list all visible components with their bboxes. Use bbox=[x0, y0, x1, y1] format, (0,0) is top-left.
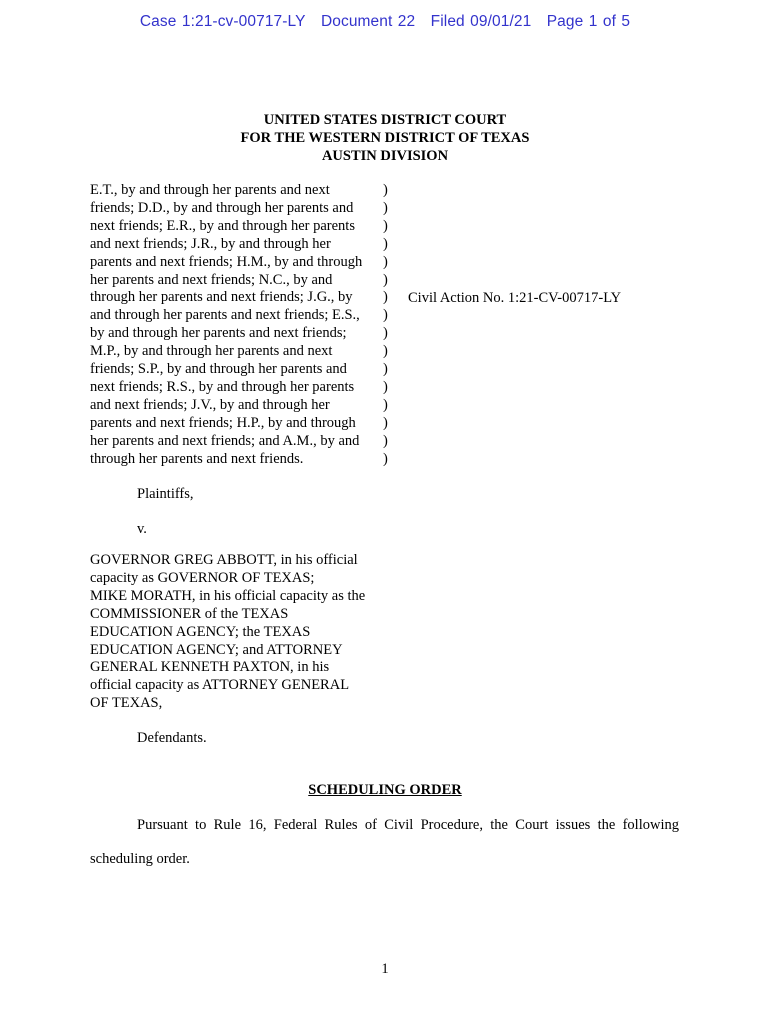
paren: ) bbox=[383, 289, 388, 306]
plaintiffs-label: Plaintiffs, bbox=[137, 486, 194, 502]
order-title: SCHEDULING ORDER bbox=[308, 782, 462, 798]
plaintiffs-line: friends; D.D., by and through her parents and bbox=[90, 199, 354, 216]
defendants-label: Defendants. bbox=[137, 730, 207, 746]
paren: ) bbox=[383, 432, 388, 449]
page-number: 1 bbox=[381, 961, 389, 977]
court-line: AUSTIN DIVISION bbox=[321, 148, 449, 164]
paren: ) bbox=[383, 396, 388, 413]
header-page-count: Page 1 of 5 bbox=[546, 13, 631, 30]
paren: ) bbox=[383, 217, 388, 234]
civil-action-number: Civil Action No. 1:21-CV-00717-LY bbox=[408, 290, 622, 306]
court-line: UNITED STATES DISTRICT COURT bbox=[263, 112, 507, 128]
defendants-block bbox=[90, 552, 390, 713]
paren: ) bbox=[383, 271, 388, 288]
plaintiffs-line: friends; S.P., by and through her parents and bbox=[90, 361, 347, 378]
plaintiffs-line: and next friends; J.R., by and through her bbox=[90, 235, 331, 252]
plaintiffs-line: her parents and next friends; and A.M., by and bbox=[90, 432, 360, 449]
plaintiffs-line: through her parents and next friends; J.G., by bbox=[90, 289, 353, 306]
defendants-line: OF TEXAS, bbox=[90, 695, 163, 712]
defendants-line: COMMISSIONER of the TEXAS bbox=[90, 605, 289, 622]
plaintiffs-line: next friends; E.R., by and through her parents bbox=[90, 217, 355, 234]
caption-parentheses bbox=[383, 182, 395, 469]
plaintiffs-line: E.T., by and through her parents and next bbox=[90, 182, 330, 198]
defendants-line: EDUCATION AGENCY; and ATTORNEY bbox=[90, 641, 343, 658]
paren: ) bbox=[383, 414, 388, 431]
plaintiffs-line: next friends; R.S., by and through her parents bbox=[90, 378, 355, 395]
plaintiffs-block bbox=[90, 182, 390, 469]
plaintiffs-line: her parents and next friends; N.C., by and bbox=[90, 271, 333, 288]
paren: ) bbox=[383, 450, 388, 467]
plaintiffs-line: parents and next friends; H.P., by and through bbox=[90, 414, 356, 431]
court-caption bbox=[0, 111, 770, 165]
ecf-header bbox=[0, 13, 770, 31]
paren: ) bbox=[383, 343, 388, 360]
paren: ) bbox=[383, 378, 388, 395]
paren: ) bbox=[383, 361, 388, 378]
paren: ) bbox=[383, 182, 388, 198]
defendants-line: GOVERNOR GREG ABBOTT, in his official bbox=[90, 552, 358, 568]
defendants-line: capacity as GOVERNOR OF TEXAS; bbox=[90, 569, 315, 586]
body-paragraph-line: Pursuant to Rule 16, Federal Rules of Civil Procedure, the Court issues the following bbox=[137, 817, 679, 833]
paren: ) bbox=[383, 199, 388, 216]
plaintiffs-line: and next friends; J.V., by and through her bbox=[90, 396, 330, 413]
plaintiffs-line: by and through her parents and next friends; bbox=[90, 325, 347, 342]
paren: ) bbox=[383, 235, 388, 252]
defendants-line: EDUCATION AGENCY; the TEXAS bbox=[90, 623, 311, 640]
plaintiffs-line: through her parents and next friends. bbox=[90, 450, 304, 467]
paren: ) bbox=[383, 325, 388, 342]
paren: ) bbox=[383, 307, 388, 324]
plaintiffs-line: M.P., by and through her parents and next bbox=[90, 343, 333, 360]
header-case-number: Case 1:21-cv-00717-LY bbox=[139, 13, 306, 30]
defendants-line: official capacity as ATTORNEY GENERAL bbox=[90, 677, 350, 694]
plaintiffs-line: parents and next friends; H.M., by and through bbox=[90, 253, 363, 270]
versus-label: v. bbox=[137, 521, 147, 537]
court-line: FOR THE WESTERN DISTRICT OF TEXAS bbox=[240, 130, 530, 146]
paren: ) bbox=[383, 253, 388, 270]
header-document-number: Document 22 bbox=[320, 13, 416, 30]
body-paragraph-line: scheduling order. bbox=[90, 851, 190, 867]
header-filed-date: Filed 09/01/21 bbox=[430, 13, 532, 30]
plaintiffs-line: and through her parents and next friends; E.S., bbox=[90, 307, 360, 324]
defendants-line: GENERAL KENNETH PAXTON, in his bbox=[90, 659, 330, 676]
defendants-line: MIKE MORATH, in his official capacity as the bbox=[90, 587, 366, 604]
